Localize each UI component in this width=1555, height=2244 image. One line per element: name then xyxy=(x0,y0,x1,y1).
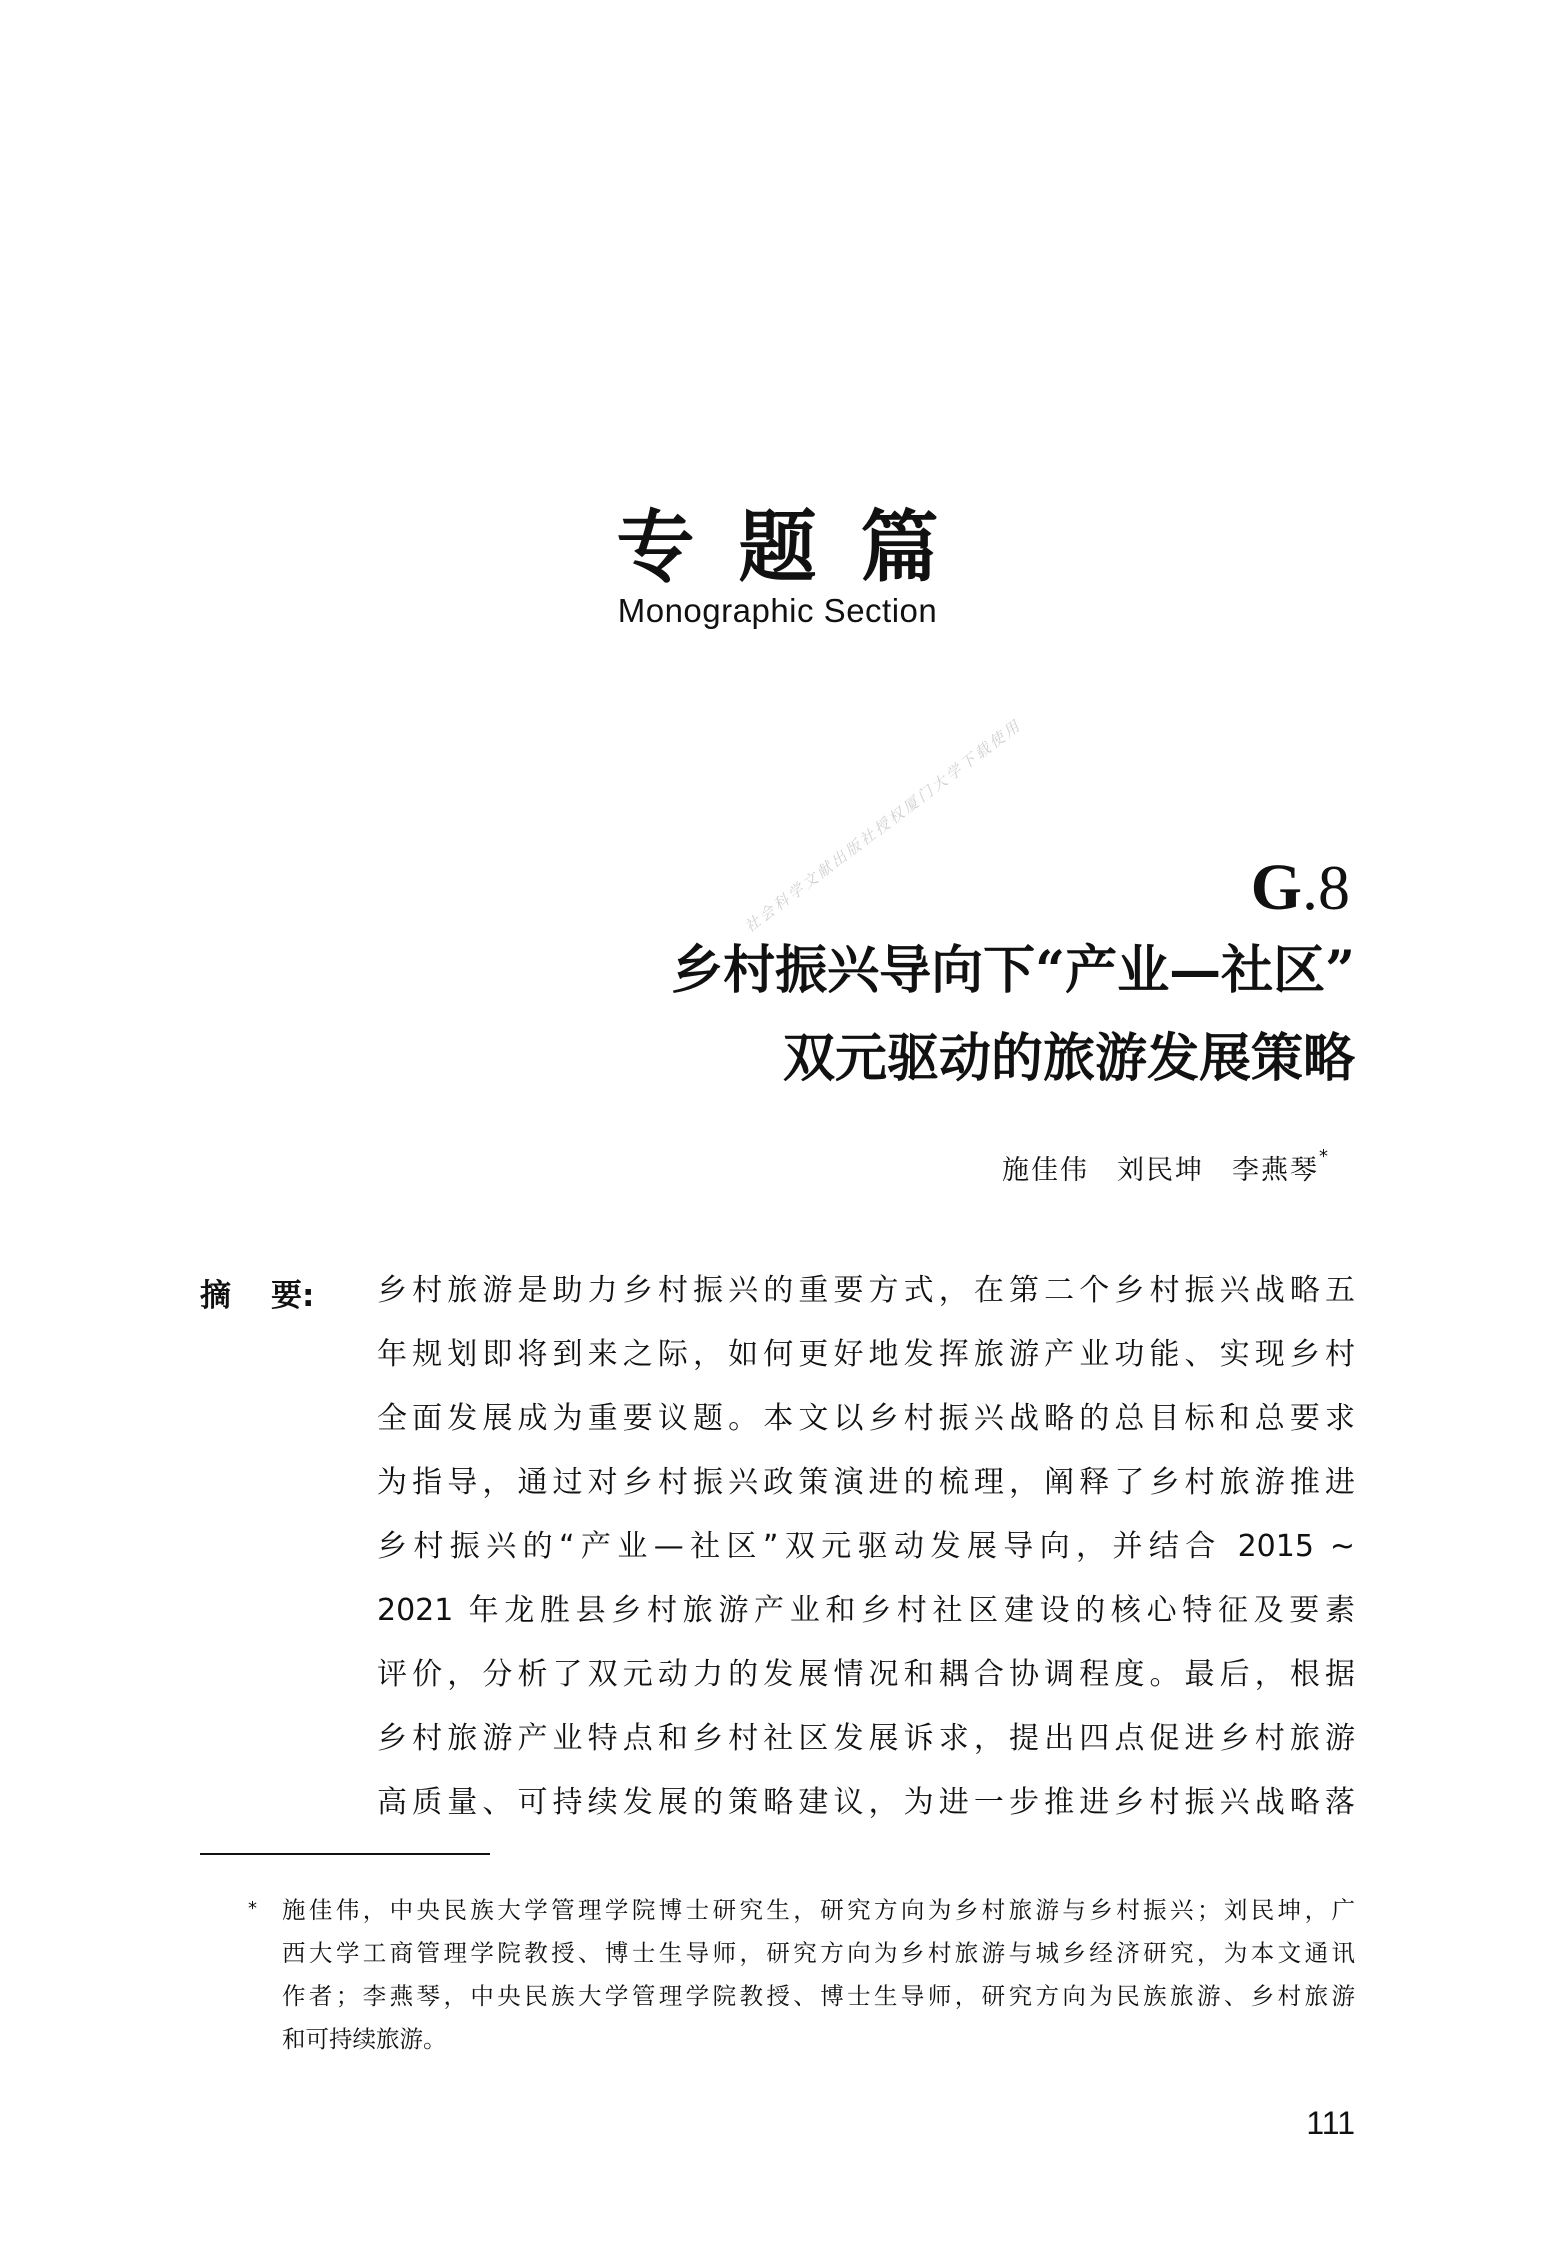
abstract-line: 全面发展成为重要议题。本文以乡村振兴战略的总目标和总要求 xyxy=(377,1401,1355,1436)
abstract-line: 评价，分析了双元动力的发展情况和耦合协调程度。最后，根据 xyxy=(377,1657,1355,1692)
footnote-line: 西大学工商管理学院教授、博士生导师，研究方向为乡村旅游与城乡经济研究，为本文通讯 xyxy=(282,1939,1355,1967)
chapter-index: .8 xyxy=(1302,852,1350,923)
abstract-line: 年规划即将到来之际，如何更好地发挥旅游产业功能、实现乡村 xyxy=(377,1337,1355,1372)
abstract-line: 乡村振兴的“产业—社区”双元驱动发展导向，并结合 2015 ~ xyxy=(377,1529,1355,1564)
abstract-line: 高质量、可持续发展的策略建议，为进一步推进乡村振兴战略落 xyxy=(377,1785,1355,1820)
abstract-label-a: 摘 xyxy=(200,1278,231,1314)
abstract-line: 为指导，通过对乡村振兴政策演进的梳理，阐释了乡村旅游推进 xyxy=(377,1465,1355,1500)
footnote-line: 和可持续旅游。 xyxy=(282,2025,447,2053)
author-name: 施佳伟 xyxy=(1002,1155,1089,1186)
article-title-line-2: 双元驱动的旅游发展策略 xyxy=(782,1028,1355,1089)
abstract-line: 2021 年龙胜县乡村旅游产业和乡村社区建设的核心特征及要素 xyxy=(377,1593,1355,1628)
author-name: 李燕琴 xyxy=(1232,1155,1319,1186)
author-list xyxy=(974,1148,1330,1187)
footnote-line: 施佳伟，中央民族大学管理学院博士研究生，研究方向为乡村旅游与乡村振兴；刘民坤，广 xyxy=(282,1896,1355,1924)
article-title-line-1: 乡村振兴导向下“产业—社区” xyxy=(671,940,1355,1001)
footnote-marker: * xyxy=(248,1898,257,1919)
footnote-line: 作者；李燕琴，中央民族大学管理学院教授、博士生导师，研究方向为民族旅游、乡村旅游 xyxy=(282,1982,1355,2010)
chapter-prefix: G xyxy=(1250,851,1302,924)
section-title: 专题篇 xyxy=(616,502,983,593)
abstract-line: 乡村旅游是助力乡村振兴的重要方式，在第二个乡村振兴战略五 xyxy=(377,1273,1355,1308)
footnote-rule xyxy=(200,1853,490,1855)
section-subtitle: Monographic Section xyxy=(617,592,938,629)
watermark: 社会科学文献出版社授权厦门大学下载使用 xyxy=(741,715,1026,936)
author-footnote-marker: * xyxy=(1319,1146,1330,1167)
chapter-number xyxy=(1250,851,1350,924)
page-number: 111 xyxy=(1306,2105,1355,2141)
abstract-label-b: 要: xyxy=(271,1278,315,1314)
abstract-label xyxy=(200,1270,314,1315)
author-name: 刘民坤 xyxy=(1117,1155,1204,1186)
abstract-line: 乡村旅游产业特点和乡村社区发展诉求，提出四点促进乡村旅游 xyxy=(377,1721,1355,1756)
